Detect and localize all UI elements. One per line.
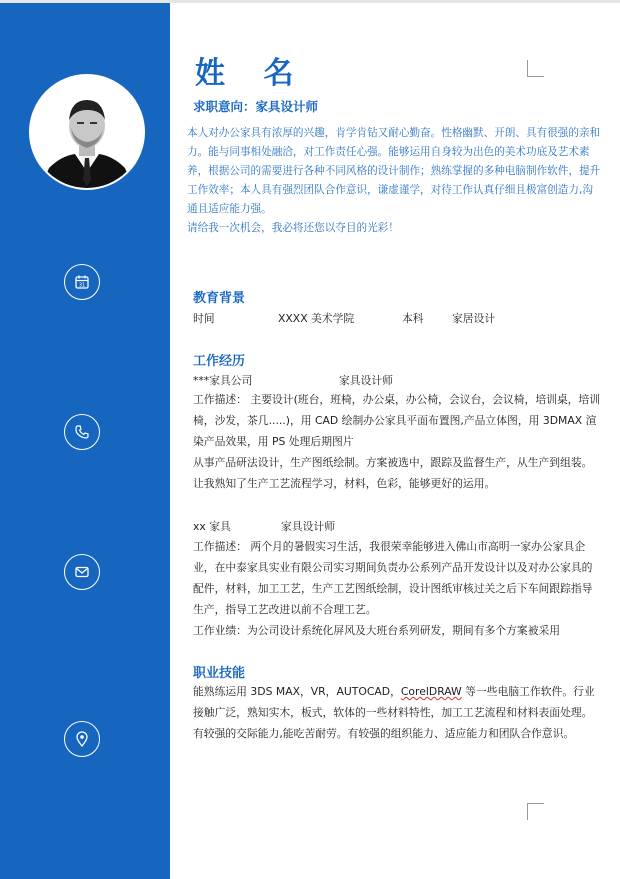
- corner-mark-top: [527, 60, 544, 77]
- calendar-icon: [64, 264, 100, 300]
- job1-company: ***家具公司: [193, 374, 253, 387]
- job2-company: xx 家具: [193, 520, 231, 533]
- job2-description: [193, 536, 603, 641]
- education-heading: 教育背景: [193, 291, 246, 306]
- corner-mark-bottom: [527, 803, 544, 820]
- education-school: XXXX 美术学院: [278, 312, 355, 325]
- work-heading: 工作经历: [193, 354, 246, 369]
- phone-icon: [64, 414, 100, 450]
- skills-text: [193, 681, 603, 744]
- job1-description: [193, 389, 603, 494]
- mail-icon: [64, 554, 100, 590]
- skills-text-c: 等一些电脑工作软件。行业接触广泛，熟知实木，板式，软体的一些材料特性，加工工艺流程和材料表面处理。有较强的交际能力,能吃苦耐劳。有较强的组织能力、适应能力和团队合作意识。: [193, 685, 595, 740]
- job2-position: 家具设计师: [281, 520, 335, 533]
- job-intent: 求职意向：家具设计师: [193, 99, 319, 114]
- skills-text-corel: CorelDRAW: [400, 685, 462, 698]
- skills-heading: 职业技能: [193, 666, 246, 681]
- job1-desc-extra: 从事产品研法设计，生产图纸绘制。方案被选中，跟踪及监督生产，从生产到组装。让我熟知了生产工艺流程学习，材料，色彩，能够更好的运用。: [193, 456, 593, 490]
- intro-paragraph: 本人对办公家具有浓厚的兴趣，肯学肯钻又耐心勤奋。性格幽默、开朗、具有很强的亲和力。能与同事相处融洽，对工作责任心强。能够运用自身较为出色的美术功底及艺术素养，根据公司的需要进行各种不同风格的设计制作；熟练掌握的多种电脑制作软件，提升工作效率；本人具有强烈团队合作意识，谦虚谨学，对待工作认真仔细且极富创造力,沟通且适应能力强。: [187, 127, 601, 215]
- resume-name: 姓 名: [195, 56, 308, 91]
- job1-position: 家具设计师: [339, 374, 393, 387]
- location-icon: [64, 721, 100, 757]
- sidebar: [0, 3, 170, 879]
- job2-desc-main: 工作描述： 两个月的暑假实习生活，我很荣幸能够进入佛山市高明一家办公家具企业，在中泰家具实业有限公司实习期间负责办公系列产品开发设计以及对办公家具的配件，材料，加工工艺，生产工艺图纸绘制，设计图纸审核过关之后下车间跟踪指导生产，指导工艺改进以前不合理工艺。: [193, 540, 593, 616]
- svg-text:31: 31: [78, 282, 86, 289]
- intro-closing: 请给我一次机会，我必将还您以夺目的光彩！: [187, 222, 399, 234]
- self-introduction: [187, 124, 601, 238]
- education-major: 家居设计: [452, 312, 496, 325]
- job1-desc-main: 工作描述： 主要设计(班台，班椅，办公桌，办公椅，会议台，会议椅，培训桌，培训椅，沙发，茶几.....)，用 CAD 绘制办公家具平面布置图,产品立体图，用 3DMAX 渲染产品效果，用 PS 处理后期图片: [193, 393, 601, 448]
- skills-text-a: 能熟练运用 3DS MAX，VR，AUTOCAD，: [193, 685, 401, 698]
- job2-desc-achievement: 工作业绩：为公司设计系统化屏风及大班台系列研发，期间有多个方案被采用: [193, 624, 561, 637]
- education-time: 时间: [193, 312, 215, 325]
- education-degree: 本科: [402, 312, 424, 325]
- avatar: [29, 74, 145, 190]
